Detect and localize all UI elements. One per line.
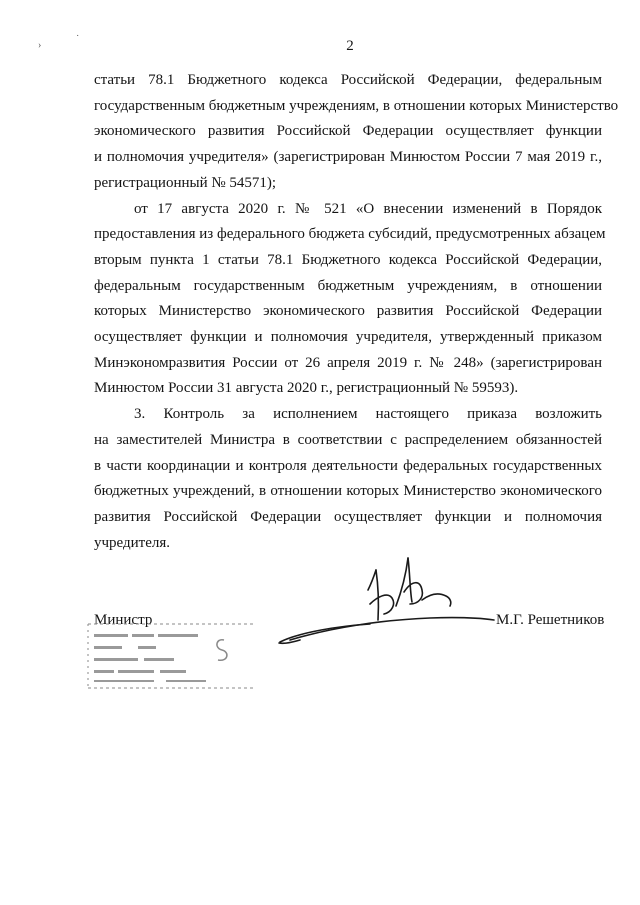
text-line: государственным бюджетным учреждениям, в отношении которых Министерство [94, 97, 619, 114]
paragraph [94, 402, 602, 556]
signature-block [0, 540, 640, 710]
paragraph [94, 68, 619, 197]
text-line: экономического развития Российской Федерации осуществляет функции [94, 123, 602, 140]
text-line: регистрационный № 54571); [94, 174, 277, 191]
text-line: бюджетных учреждений, в отношении которых Министерство экономического [94, 483, 602, 500]
text-line: в части координации и контроля деятельности федеральных государственных [94, 457, 602, 474]
scan-speck: ˙ [76, 34, 80, 45]
text-line: Минэкономразвития России от 26 апреля 2019 г. № 248» (зарегистрирован [94, 354, 602, 371]
text-line: и полномочия учредителя» (зарегистрирован Минюстом России 7 мая 2019 г., [94, 149, 602, 166]
text-line: от 17 августа 2020 г. № 521 «О внесении изменений в Порядок [134, 200, 602, 217]
scan-speck: › [38, 40, 42, 51]
text-line: осуществляет функции и полномочия учредителя, утвержденный приказом [94, 329, 602, 346]
text-line: предоставления из федерального бюджета субсидий, предусмотренных абзацем [94, 226, 606, 243]
text-line: развития Российской Федерации осуществляет функции и полномочия [94, 508, 602, 525]
text-line: Минюстом России 31 августа 2020 г., регистрационный № 59593). [94, 380, 519, 397]
text-line: статьи 78.1 Бюджетного кодекса Российской Федерации, федеральным [94, 72, 602, 88]
signatory-name: М.Г. Решетников [496, 612, 605, 628]
page-number: 2 [346, 38, 354, 54]
text-line: учредителя. [94, 534, 171, 551]
paragraph [94, 197, 606, 403]
electronic-signature-stamp [86, 620, 256, 692]
text-line: федеральным государственным бюджетным учреждениям, в отношении [94, 277, 602, 294]
text-line: которых Министерство экономического развития Российской Федерации [94, 303, 602, 320]
text-line: 3. Контроль за исполнением настоящего приказа возложить [134, 406, 602, 423]
text-line: на заместителей Министра в соответствии с распределением обязанностей [94, 431, 602, 448]
signatory-title: Министр [94, 612, 153, 628]
text-line: вторым пункта 1 статьи 78.1 Бюджетного кодекса Российской Федерации, [94, 251, 602, 268]
document-body [94, 68, 619, 556]
